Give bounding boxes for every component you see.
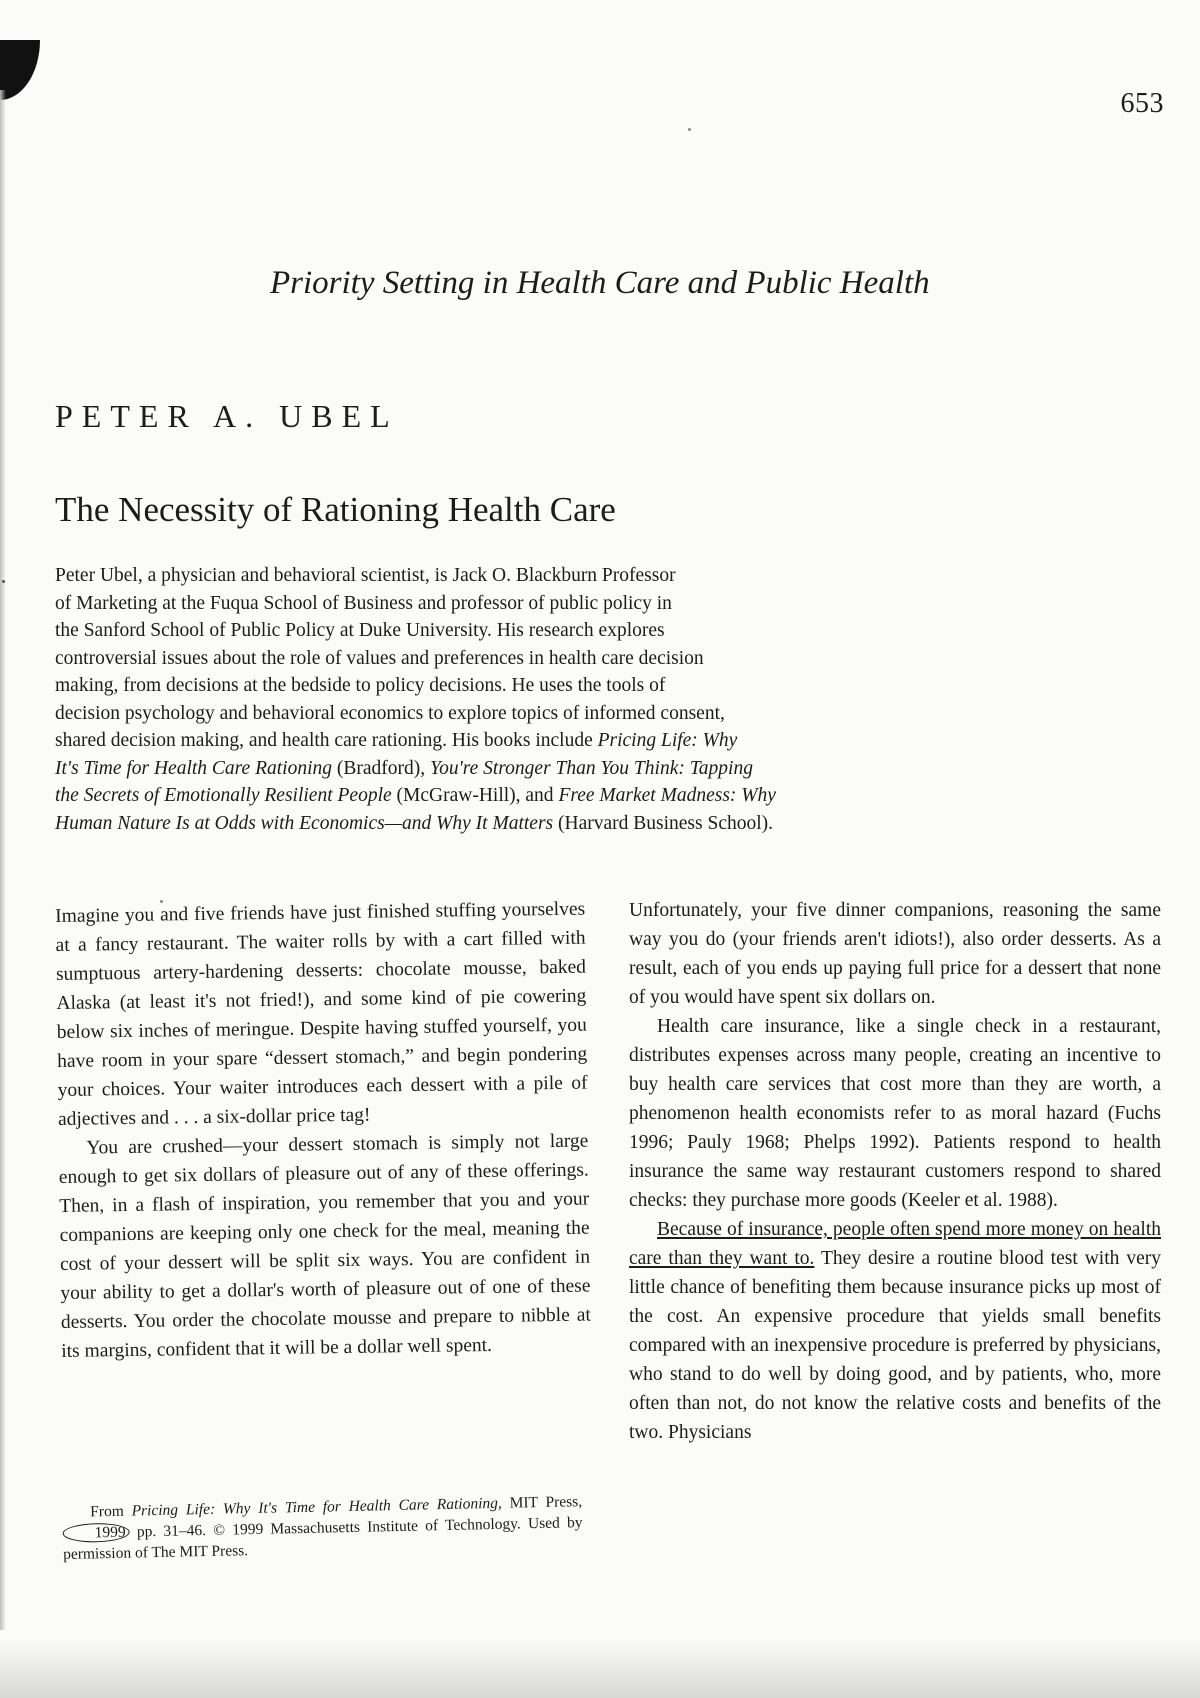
bio-text: shared decision making, and health care rationing. His books include (55, 730, 598, 751)
source-rest: pp. 31–46. © 1999 Massachusetts Institute of Technology. Used by permission of The MIT Press. (62, 1514, 583, 1563)
page-corner-shadow (0, 40, 40, 100)
bio-line: of Marketing at the Fuqua School of Business and professor of public policy in (55, 592, 672, 614)
source-prefix: From (90, 1502, 132, 1521)
body-paragraph (629, 1215, 1161, 1447)
book-title: Pricing Life: Why (597, 730, 738, 751)
bio-line: decision psychology and behavioral economics to explore topics of informed consent, (55, 702, 725, 724)
source-publisher: MIT Press, (501, 1493, 583, 1512)
source-book-title: Pricing Life: Why It's Time for Health Care Rationing, (131, 1494, 503, 1520)
bio-line: making, from decisions at the bedside to policy decisions. He uses the tools of (55, 675, 666, 696)
body-paragraph: You are crushed—your dessert stomach is simply not large enough to get six dollars of pleasure out of any of these offerings. Then, in a flash of inspiration, you remember that you and your companions are keeping only one check for the meal, meaning the cost of your dessert will be split six ways. You are confident in your ability to get a dollar's worth of pleasure out of one of these desserts. You order the chocolate mousse and prepare to nibble at its margins, confident that it will be a dollar well spent. (58, 1130, 591, 1362)
bio-line (55, 810, 910, 838)
right-column (629, 896, 1161, 1447)
book-title: You're Stronger Than You Think: Tapping (430, 757, 753, 779)
book-title: Free Market Madness: Why (558, 785, 776, 806)
body-paragraph: Imagine you and five friends have just finished stuffing yourselves at a fancy restaurant. The waiter rolls by with a cart filled with sumptuous artery-hardening desserts: chocolate mousse, baked Alaska (at least it's not fried!), and some kind of pie cowering below six inches of meringue. Despite having stuffed yourself, you have room in your spare “dessert stomach,” and begin pondering your choices. Your waiter introduces each dessert with a pile of adjectives and . . . a six-dollar price tag! (55, 898, 588, 1130)
bio-text: (Harvard Business School). (553, 812, 774, 834)
author-name: PETER A. UBEL (55, 398, 399, 434)
left-column (55, 895, 591, 1366)
bio-text: (McGraw-Hill), and (391, 785, 559, 806)
page-edge-shadow (0, 90, 6, 1630)
bio-line: Peter Ubel, a physician and behavioral scientist, is Jack O. Blackburn Professor (55, 565, 676, 586)
article-title: The Necessity of Rationing Health Care (55, 490, 616, 529)
body-paragraph: Health care insurance, like a single check in a restaurant, distributes expenses across many people, creating an incentive to buy health care services that cost more than they are worth, a phenomenon health economists refer to as moral hazard (Fuchs 1996; Pauly 1968; Phelps 1992). Patients respond to health insurance the same way restaurant customers respond to shared checks: they purchase more goods (Keeler et al. 1988). (629, 1016, 1161, 1211)
bio-line (55, 727, 910, 755)
book-title: It's Time for Health Care Rationing (55, 757, 332, 779)
body-paragraph: Unfortunately, your five dinner companions, reasoning the same way you do (your friends aren't idiots!), also order desserts. As a result, each of you ends up paying full price for a dessert that none of you would have spent six dollars on. (629, 900, 1161, 1008)
page-number: 653 (1120, 88, 1164, 119)
bio-line (55, 755, 910, 783)
scan-speck (688, 128, 691, 131)
circled-year: 1999 (62, 1523, 129, 1543)
section-title: Priority Setting in Health Care and Public Health (270, 265, 930, 301)
source-text (62, 1491, 583, 1565)
source-note (62, 1491, 583, 1565)
underlined-sentence: Because of insurance, people often spend more money on health care than they want to. (629, 1219, 1161, 1269)
book-title: Human Nature Is at Odds with Economics—and Why It Matters (55, 812, 554, 834)
scan-speck (2, 580, 5, 583)
author-bio (55, 562, 910, 837)
bio-line: controversial issues about the role of values and preferences in health care decision (55, 647, 704, 669)
page-bottom-shadow (0, 1638, 1200, 1698)
bio-text: (Bradford), (332, 757, 431, 779)
paragraph-text: They desire a routine blood test with very little chance of benefiting them because insurance picks up most of the cost. An expensive procedure that yields small benefits compared with an inexpensive procedure is preferred by physicians, who stand to do well by doing good, and by patients, who, more often than not, do not know the relative costs and benefits of the two. Physicians (629, 1248, 1161, 1443)
bio-line (55, 782, 910, 810)
book-title: the Secrets of Emotionally Resilient People (55, 785, 392, 806)
bio-line: the Sanford School of Public Policy at Duke University. His research explores (55, 620, 665, 641)
